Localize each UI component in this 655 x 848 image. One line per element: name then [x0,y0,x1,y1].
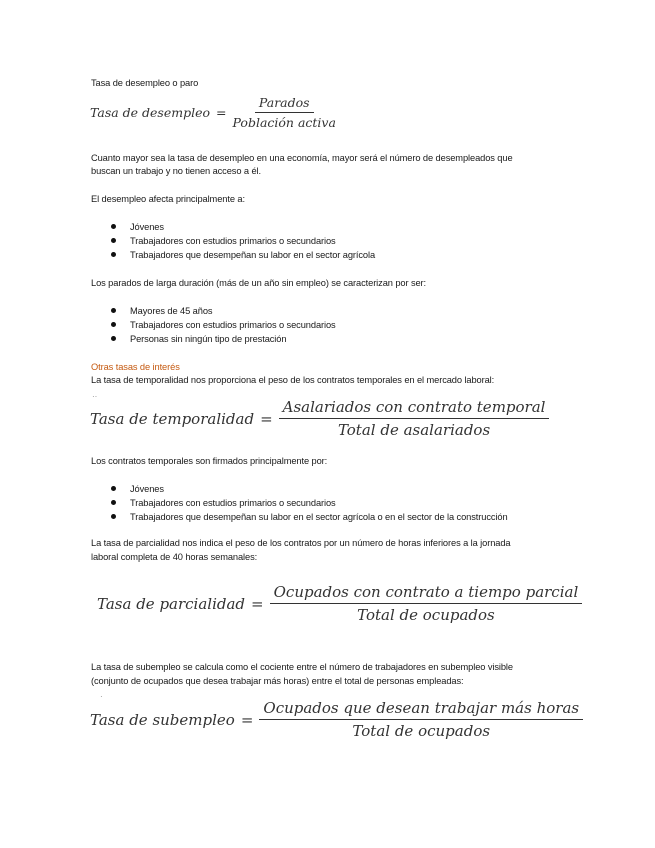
formula-equals: = [240,710,254,729]
paragraph-line: La tasa de parcialidad nos indica el peso de los contratos por un número de horas inferiores a la jornada [91,538,511,548]
paragraph-line: (conjunto de ocupados que desea trabajar más horas) entre el total de personas empleadas: [91,676,464,686]
formula-denominator: Población activa [232,115,336,130]
formula-parcialidad [97,583,582,624]
bullet-icon [111,514,116,519]
formula-numerator: Ocupados que desean trabajar más horas [259,699,583,720]
formula-denominator: Total de ocupados [357,606,495,624]
affects-list [91,220,375,262]
bullet-icon [111,336,116,341]
bullet-icon [111,486,116,491]
formula-lhs: Tasa de desempleo [90,105,211,120]
formula-numerator: Asalariados con contrato temporal [279,398,550,419]
bullet-icon [111,322,116,327]
affects-intro: El desempleo afecta principalmente a: [91,194,245,204]
bullet-icon [111,500,116,505]
formula-desempleo [90,95,336,130]
formula-numerator: Ocupados con contrato a tiempo parcial [270,583,583,604]
list-item-text: Trabajadores con estudios primarios o secundarios [130,236,336,246]
temporalidad-intro: La tasa de temporalidad nos proporciona el peso de los contratos temporales en el mercado laboral: [91,375,495,385]
list-item [91,304,336,318]
formula-temporalidad [90,398,549,439]
list-item [91,496,508,510]
longterm-intro: Los parados de larga duración (más de un año sin empleo) se caracterizan por ser: [91,278,427,288]
list-item-text: Jóvenes [130,222,164,232]
formula-denominator: Total de asalariados [337,421,491,439]
list-item [91,482,508,496]
paragraph-line: La tasa de subempleo se calcula como el cociente entre el número de trabajadores en subempleo visible [91,662,513,672]
formula-fraction [270,583,583,624]
bullet-icon [111,308,116,313]
section-title-otras-tasas: Otras tasas de interés [91,362,180,372]
list-item-text: Personas sin ningún tipo de prestación [130,334,287,344]
bullet-icon [111,252,116,257]
list-item-text: Mayores de 45 años [130,306,213,316]
formula-fraction [233,95,336,130]
list-item [91,234,375,248]
list-item-text: Trabajadores con estudios primarios o secundarios [130,498,336,508]
formula-lhs: Tasa de temporalidad [90,409,255,428]
list-item [91,248,375,262]
list-item [91,318,336,332]
list-item [91,510,508,524]
paragraph-line: buscan un trabajo y no tienen acceso a él. [91,166,261,176]
formula-fraction [279,398,550,439]
list-item-text: Trabajadores con estudios primarios o secundarios [130,320,336,330]
list-item [91,220,375,234]
formula-numerator: Parados [255,95,314,113]
paragraph-line: Cuanto mayor sea la tasa de desempleo en una economía, mayor será el número de desempleados que [91,153,513,163]
formula-denominator: Total de ocupados [352,722,491,740]
list-item-text: Trabajadores que desempeñan su labor en el sector agrícola o en el sector de la construcción [130,512,508,522]
temporales-list [91,482,508,524]
bullet-icon [111,224,116,229]
formula-equals: = [251,594,264,613]
formula-lhs: Tasa de parcialidad [97,594,246,613]
temporales-intro: Los contratos temporales son firmados principalmente por: [91,456,328,466]
list-item-text: Trabajadores que desempeñan su labor en el sector agrícola [130,250,376,260]
formula-fraction [259,699,583,740]
section-title-desempleo: Tasa de desempleo o paro [91,78,199,88]
bullet-icon [111,238,116,243]
stray-mark: ·· [92,392,98,401]
list-item [91,332,336,346]
paragraph-line: laboral completa de 40 horas semanales: [91,552,258,562]
formula-lhs: Tasa de subempleo [90,710,235,729]
stray-mark: · [100,692,103,701]
formula-equals: = [216,105,227,120]
formula-subempleo [90,699,583,740]
formula-equals: = [260,409,273,428]
longterm-list [91,304,336,346]
list-item-text: Jóvenes [130,484,164,494]
